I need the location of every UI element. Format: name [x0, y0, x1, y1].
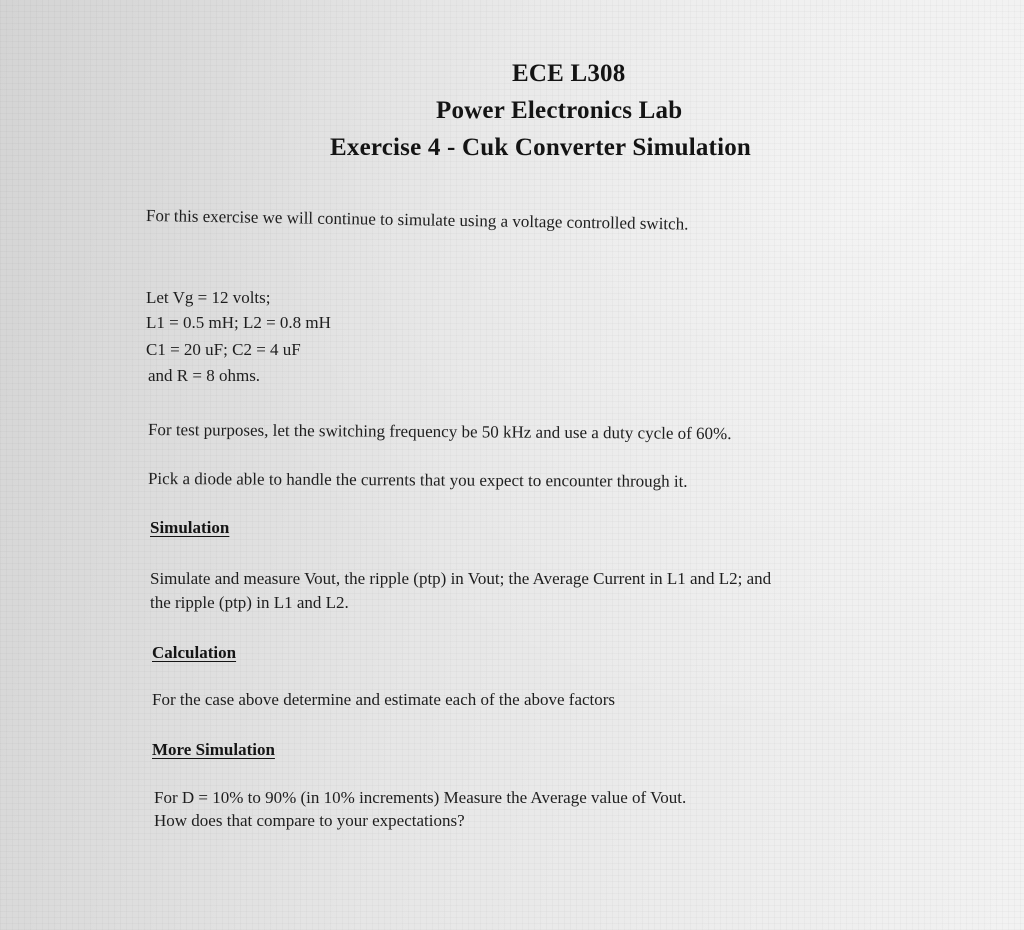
simulation-heading: Simulation	[150, 518, 230, 537]
course-code: ECE L308	[512, 60, 626, 87]
test-purposes-text: For test purposes, let the switching frequency be 50 kHz and use a duty cycle of 60%.	[147, 420, 732, 444]
calculation-heading: Calculation	[152, 643, 237, 662]
param-capacitors: C1 = 20 uF; C2 = 4 uF	[146, 340, 301, 359]
exercise-title: Exercise 4 - Cuk Converter Simulation	[330, 134, 752, 161]
calculation-text: For the case above determine and estimate each of the above factors	[152, 690, 616, 709]
simulation-line-2: the ripple (ptp) in L1 and L2.	[150, 593, 349, 612]
intro-text: For this exercise we will continue to simulate using a voltage controlled switch.	[145, 206, 689, 234]
param-vg: Let Vg = 12 volts;	[146, 288, 271, 307]
more-simulation-heading: More Simulation	[152, 740, 275, 759]
param-resistance: and R = 8 ohms.	[148, 366, 261, 385]
param-inductors: L1 = 0.5 mH; L2 = 0.8 mH	[146, 313, 331, 332]
diode-note-text: Pick a diode able to handle the currents that you expect to encounter through it.	[147, 469, 688, 491]
simulation-line-1: Simulate and measure Vout, the ripple (ptp) in Vout; the Average Current in L1 and L2; and	[150, 569, 772, 588]
more-simulation-line-1: For D = 10% to 90% (in 10% increments) Measure the Average value of Vout.	[154, 788, 687, 807]
more-simulation-line-2: How does that compare to your expectations?	[154, 811, 465, 830]
lab-title: Power Electronics Lab	[436, 97, 683, 124]
